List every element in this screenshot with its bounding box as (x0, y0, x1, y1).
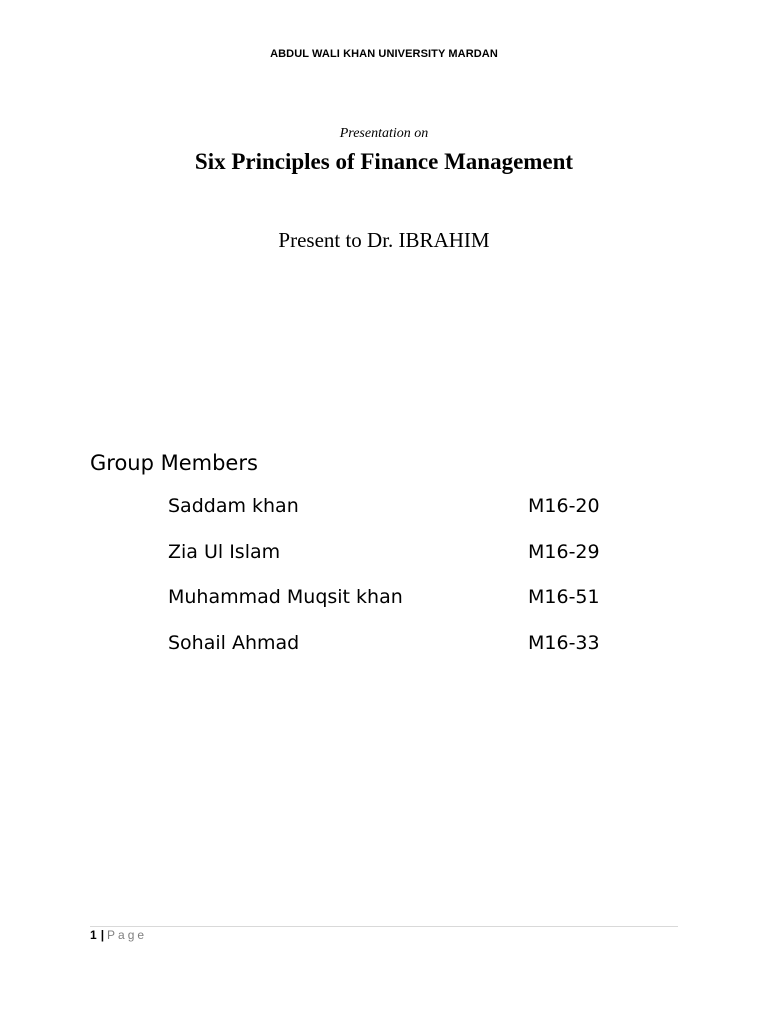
member-row (168, 541, 618, 587)
group-members-list (168, 495, 618, 677)
member-name: Saddam khan (168, 495, 299, 517)
member-row (168, 586, 618, 632)
member-id: M16-33 (528, 631, 600, 654)
presented-to-line: Present to Dr. IBRAHIM (278, 228, 490, 252)
document-title: Six Principles of Finance Management (194, 149, 574, 174)
member-id: M16-29 (528, 540, 600, 563)
page-number: 1 (90, 928, 97, 942)
member-name: Sohail Ahmad (168, 631, 300, 654)
page-separator: | (100, 928, 105, 942)
member-id: M16-20 (528, 495, 600, 517)
member-name: Muhammad Muqsit khan (168, 586, 403, 609)
university-name: ABDUL WALI KHAN UNIVERSITY MARDAN (270, 48, 498, 60)
group-members-heading: Group Members (90, 451, 258, 475)
member-row (168, 632, 618, 678)
presentation-on-label: Presentation on (339, 126, 429, 141)
document-header (0, 48, 768, 60)
member-id: M16-51 (528, 586, 600, 609)
page-footer (90, 926, 678, 942)
page-label: Page (107, 928, 148, 942)
member-name: Zia Ul Islam (168, 540, 281, 563)
member-row (168, 495, 618, 541)
